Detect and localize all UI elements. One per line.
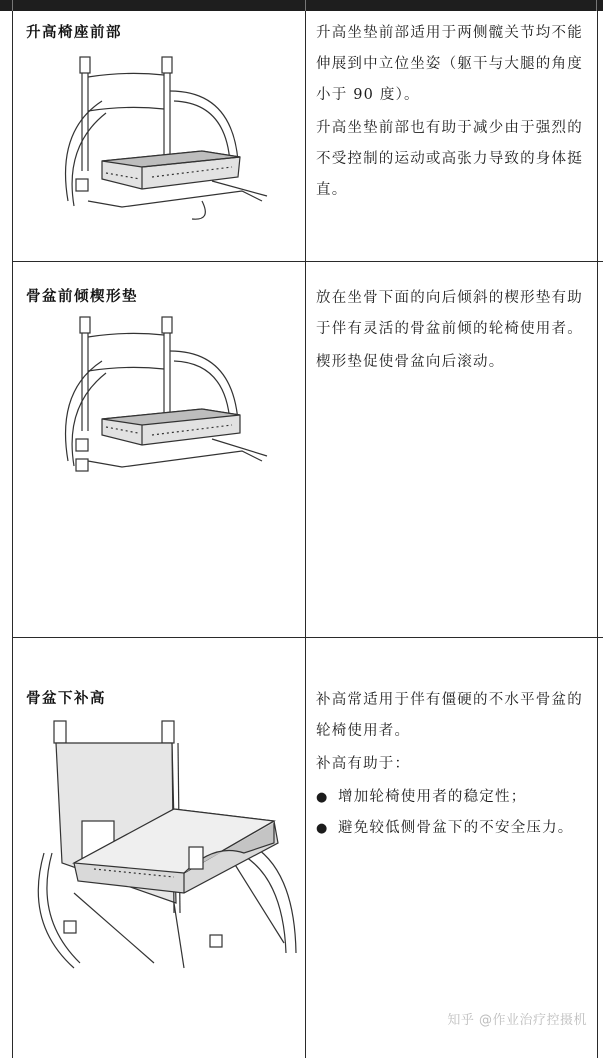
list-item-text: 避免较低侧骨盆下的不安全压力。: [338, 820, 574, 836]
wheelchair-pelvic-wedge-cushion-illustration: [62, 311, 282, 485]
description-paragraph: 补高常适用于伴有僵硬的不水平骨盆的轮椅使用者。: [316, 692, 583, 739]
table-header-bar: [0, 0, 603, 11]
bullet-icon: ●: [316, 790, 329, 805]
list-item: [316, 813, 592, 844]
table-row: [12, 11, 603, 261]
row-title: 升高椅座前部: [26, 25, 122, 41]
wheelchair-raised-front-cushion-illustration: [62, 51, 282, 225]
table-row: [12, 637, 603, 1058]
description-paragraph: 升高坐垫前部适用于两侧髋关节均不能伸展到中立位坐姿（躯干与大腿的角度小于 90 度）。: [316, 25, 583, 103]
row-description: [316, 685, 592, 844]
row-title: 骨盆前倾楔形垫: [26, 289, 138, 305]
watermark: 知乎 @作业治疗控摄机: [447, 1013, 587, 1028]
description-paragraph: 楔形垫促使骨盆向后滚动。: [316, 354, 505, 370]
list-item: [316, 782, 592, 813]
cushion-table: [12, 11, 603, 1058]
row-title: 骨盆下补高: [26, 691, 106, 707]
table-row: [12, 261, 603, 637]
wheelchair-pelvic-build-up-illustration: [34, 713, 304, 977]
bullet-icon: ●: [316, 821, 329, 836]
description-paragraph: 升高坐垫前部也有助于减少由于强烈的不受控制的运动或高张力导致的身体挺直。: [316, 120, 583, 198]
description-paragraph: 放在坐骨下面的向后倾斜的楔形垫有助于伴有灵活的骨盆前倾的轮椅使用者。: [316, 290, 583, 337]
list-item-text: 增加轮椅使用者的稳定性；: [338, 789, 527, 805]
row-description: [316, 18, 592, 208]
row-description: [316, 283, 592, 380]
description-paragraph: 补高有助于：: [316, 756, 411, 772]
